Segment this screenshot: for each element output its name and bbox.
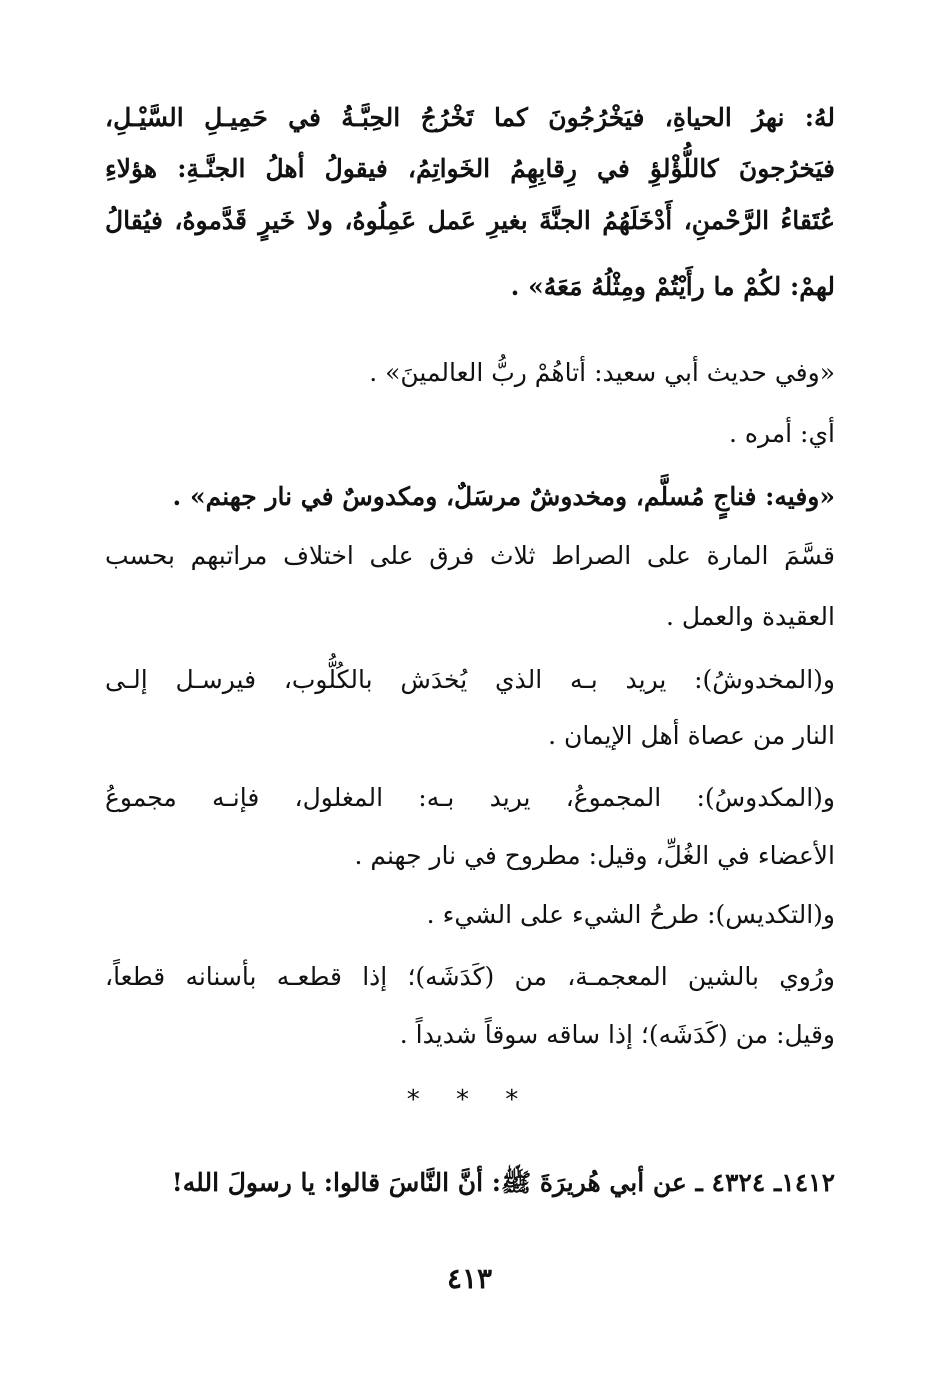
text-line: العقيدة والعمل .: [666, 602, 835, 631]
page-number: ٤١٣: [446, 1262, 493, 1295]
text-line: الأعضاء في الغُلِّ، وقيل: مطروح في نار جهنم .: [354, 841, 835, 870]
text-line: أي: أمره .: [728, 419, 835, 448]
section-separator: * * *: [406, 1085, 533, 1115]
text-line: ورُوي بالشين المعجمـة، من (كَدَشَه)؛ إذا قطعـه بأسنانه قطعاً،: [105, 962, 835, 991]
text-line: لهمْ: لكُمْ ما رأَيْتُمْ ومِثْلُهُ مَعَهُ» .: [510, 272, 835, 301]
text-line: قسَّمَ المارة على الصراط ثلاث فرق على اختلاف مراتبهم بحسب: [105, 541, 835, 570]
hadith-heading: ١٤١٢ـ ٤٣٢٤ ـ عن أبي هُريرَةَ ﷺ: أنَّ النَّاسَ قالوا: يا رسولَ الله!: [171, 1168, 835, 1197]
text-line: فيَخرُجونَ كاللُّؤْلؤِ في رِقابِهِمُ الخَواتِمُ، فيقولُ أهلُ الجنَّـةِ: هؤلاءِ: [105, 154, 835, 183]
text-line: و(المخدوشُ): يريد بـه الذي يُخدَش بالكُلُّوب، فيرسـل إلـى: [105, 665, 835, 694]
text-line: وقيل: من (كَدَشَه)؛ إذا ساقه سوقاً شديداً .: [399, 1020, 835, 1049]
text-line: النار من عصاة أهل الإيمان .: [548, 721, 835, 750]
text-line: «وفي حديث أبي سعيد: أتاهُمْ ربُّ العالمينَ» .: [369, 358, 835, 387]
text-line: و(المكدوسُ): المجموعُ، يريد بـه: المغلول، فإنـه مجموعُ: [105, 783, 835, 812]
text-line: و(التكديس): طرحُ الشيء على الشيء .: [426, 900, 835, 929]
text-line: «وفيه: فناجٍ مُسلَّم، ومخدوشٌ مرسَلٌ، ومكدوسٌ في نار جهنم» .: [172, 482, 835, 511]
text-line: عُتَقاءُ الرَّحْمنِ، أَدْخَلَهُمُ الجنَّةَ بغيرِ عَمل عَمِلُوهُ، ولا خَيرٍ قَدَّموهُ، فيُقالُ: [105, 206, 835, 235]
text-line: لهُ: نهرُ الحياةِ، فيَخْرُجُونَ كما تَخْرُجُ الحِبَّـةُ في حَمِيـلِ السَّيْـلِ،: [105, 103, 835, 132]
